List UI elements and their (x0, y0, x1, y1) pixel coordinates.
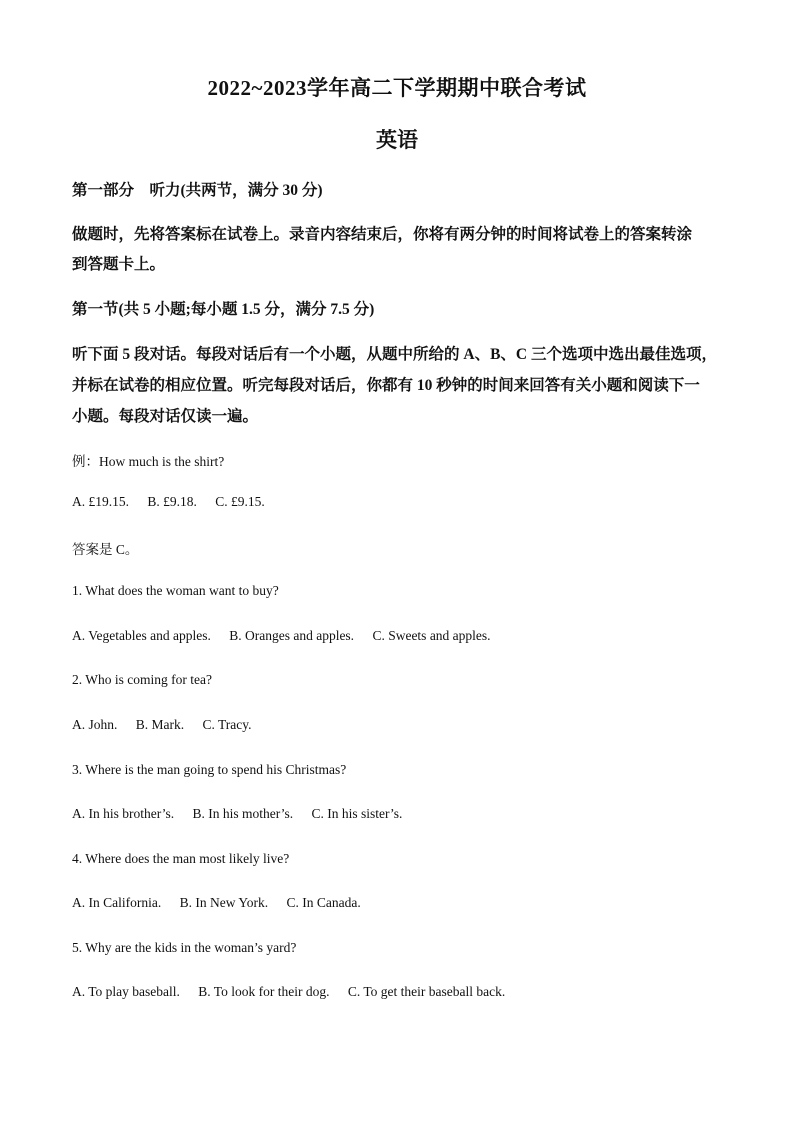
option-b: B. Oranges and apples. (229, 628, 355, 643)
option-c: C. Tracy. (202, 717, 252, 732)
option-b: B. In his mother’s. (192, 806, 294, 821)
option-c: C. In his sister’s. (311, 806, 403, 821)
question-2-options (72, 717, 734, 733)
option-b: B. £9.18. (147, 494, 197, 509)
section-instructions-line-3: 小题。每段对话仅读一遍。 (72, 408, 259, 425)
option-a: A. In his brother’s. (72, 806, 175, 821)
option-c: C. In Canada. (286, 895, 361, 910)
question-3: 3. Where is the man going to spend his Christmas? (72, 762, 347, 777)
example-question: 例：How much is the shirt? (72, 454, 225, 469)
option-a: A. £19.15. (72, 494, 129, 509)
question-4-options (72, 895, 734, 911)
section-instructions-line-2: 并标在试卷的相应位置。听完每段对话后，你都有 10 秒钟的时间来回答有关小题和阅读下一 (72, 377, 700, 394)
part-heading: 第一部分 听力(共两节，满分 30 分) (72, 182, 323, 199)
option-b: B. Mark. (135, 717, 185, 732)
question-1: 1. What does the woman want to buy? (72, 583, 279, 598)
section-heading: 第一节(共 5 小题;每小题 1.5 分，满分 7.5 分) (72, 301, 375, 318)
part-instructions-line-2: 到答题卡上。 (72, 256, 166, 273)
exam-title: 2022~2023学年高二下学期期中联合考试 (207, 76, 587, 100)
question-4: 4. Where does the man most likely live? (72, 851, 290, 866)
part-instructions-line-1: 做题时，先将答案标在试卷上。录音内容结束后，你将有两分钟的时间将试卷上的答案转涂 (72, 226, 693, 243)
question-3-options (72, 806, 734, 822)
option-c: C. £9.15. (215, 494, 265, 509)
question-5: 5. Why are the kids in the woman’s yard? (72, 940, 297, 955)
option-b: B. To look for their dog. (198, 984, 330, 999)
section-instructions-line-1: 听下面 5 段对话。每段对话后有一个小题，从题中所给的 A、B、C 三个选项中选出最佳选项， (72, 346, 717, 363)
option-c: C. To get their baseball back. (347, 984, 506, 999)
example-options (72, 494, 734, 510)
subject-title: 英语 (376, 128, 418, 152)
option-c: C. Sweets and apples. (372, 628, 491, 643)
option-b: B. In New York. (179, 895, 269, 910)
option-a: A. Vegetables and apples. (72, 628, 211, 643)
example-answer: 答案是 C。 (72, 542, 139, 557)
question-2: 2. Who is coming for tea? (72, 672, 212, 687)
question-5-options (72, 984, 734, 1000)
option-a: A. In California. (72, 895, 162, 910)
question-1-options (72, 628, 734, 644)
option-a: A. To play baseball. (72, 984, 180, 999)
option-a: A. John. (72, 717, 118, 732)
